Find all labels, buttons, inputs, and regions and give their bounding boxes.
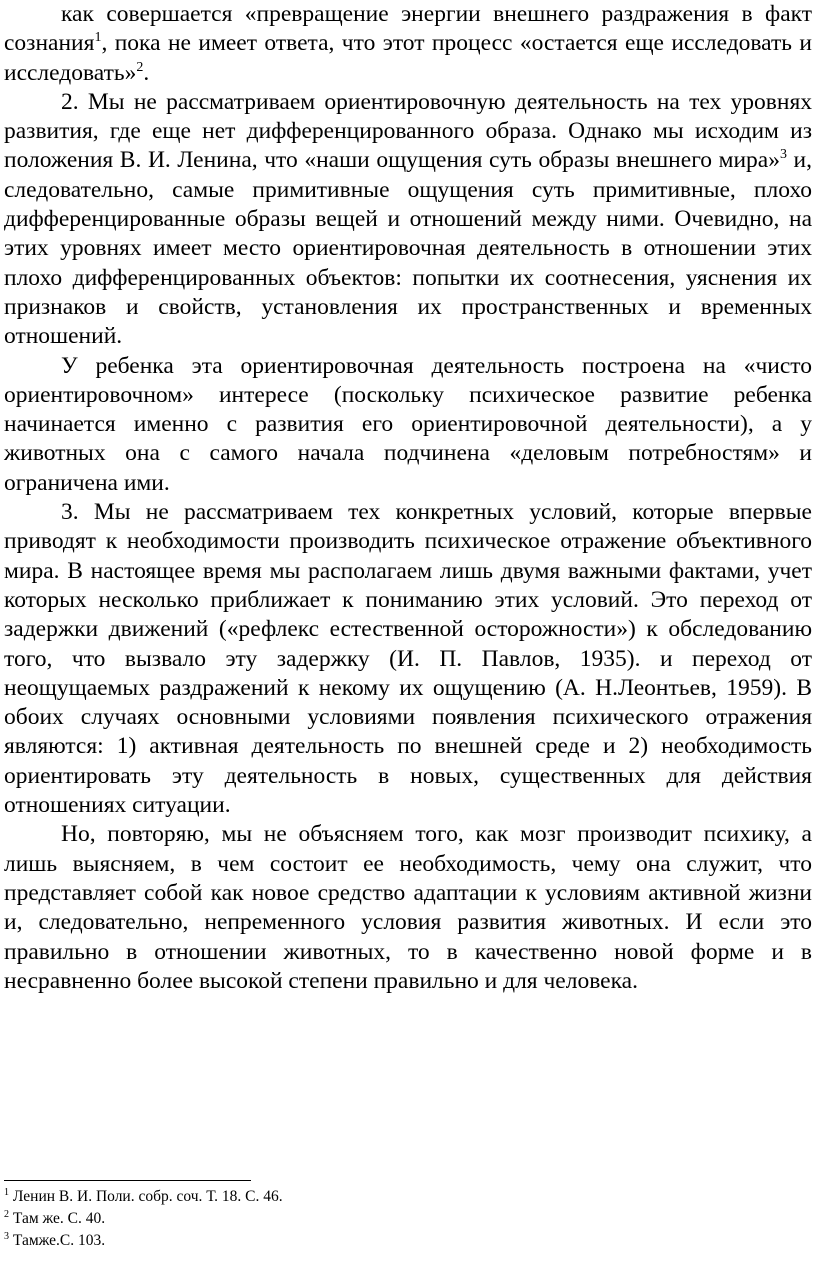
body-text — [4, 0, 812, 996]
paragraph-1 — [4, 0, 812, 88]
footnote-separator — [4, 1180, 251, 1181]
paragraph-text: 3. Мы не рассматриваем тех конкретных условий, которые впервые приводят к необходимости производить психическое отражение объективного мира. В настоящее время мы располагаем лишь двумя важными фактами, учет которых несколько приближает к пониманию этих условий. Это переход от задержки движений («рефлекс естественной осторожности») к обследованию того, что вызвало эту задержку (И. П. Павлов, 1935). и переход от неощущаемых раздражений к некому их ощущению (А. Н.Леонтьев, 1959). В обоих случаях основными условиями появления психического отражения являются: 1) активная деятельность по внешней среде и 2) необходимость ориентировать эту деятельность в новых, существенных для действия отношениях ситуации. — [4, 499, 812, 819]
footnote-ref-2[interactable]: 2 — [136, 59, 144, 75]
paragraph-text: как совершается «превращение энергии внешнего раздражения в факт сознания — [4, 1, 812, 57]
paragraph-3 — [4, 352, 812, 498]
paragraph-2 — [4, 88, 812, 352]
footnote-2 — [4, 1208, 604, 1230]
paragraph-4 — [4, 498, 812, 820]
footnotes — [4, 1186, 604, 1252]
footnote-text: Тамже.С. 103. — [9, 1232, 106, 1249]
footnote-3 — [4, 1230, 604, 1252]
footnote-text: Там же. С. 40. — [9, 1210, 106, 1227]
footnote-number: 1 — [4, 1186, 9, 1198]
paragraph-text: 2. Мы не рассматриваем ориентировочную деятельность на тех уровнях развития, где еще нет дифференцированного образа. Однако мы исходим из положения В. И. Ленина, что «наши ощущения суть образы внешнего мира» — [4, 88, 812, 174]
paragraph-text: , пока не имеет ответа, что этот процесс «остается еще исследовать и исследовать» — [4, 30, 812, 86]
footnote-1 — [4, 1186, 604, 1208]
footnote-number: 2 — [4, 1208, 9, 1220]
paragraph-text: Но, повторяю, мы не объясняем того, как мозг производит психику, а лишь выясняем, в чем состоит ее необходимость, чему она служит, что представляет собой как новое средство адаптации к условиям активной жизни и, следовательно, непременного условия развития животных. И если это правильно в отношении животных, то в качественно новой форме и в несравненно более высокой степени правильно и для человека. — [4, 821, 812, 994]
footnote-ref-3[interactable]: 3 — [779, 147, 787, 163]
paragraph-text: У ребенка эта ориентировочная деятельность построена на «чисто ориентировочном» интересе (поскольку психическое развитие ребенка начинается именно с развития его ориентировочной деятельности), а у животных она с самого начала подчинена «деловым потребностям» и ограничена ими. — [4, 352, 812, 496]
footnote-ref-1[interactable]: 1 — [94, 30, 102, 46]
paragraph-text: и, следовательно, самые примитивные ощущения суть примитивные, плохо дифференцированные образы вещей и отношений между ними. Очевидно, на этих уровнях имеет место ориентировочная деятельность в отношении этих плохо дифференцированных объектов: попытки их соотнесения, уяснения их признаков и свойств, установления их пространственных и временных отношений. — [4, 147, 813, 350]
footnote-number: 3 — [4, 1230, 9, 1242]
paragraph-5 — [4, 820, 812, 996]
paragraph-text: . — [143, 59, 150, 86]
footnote-text: Ленин В. И. Поли. собр. соч. Т. 18. С. 46. — [9, 1188, 283, 1205]
